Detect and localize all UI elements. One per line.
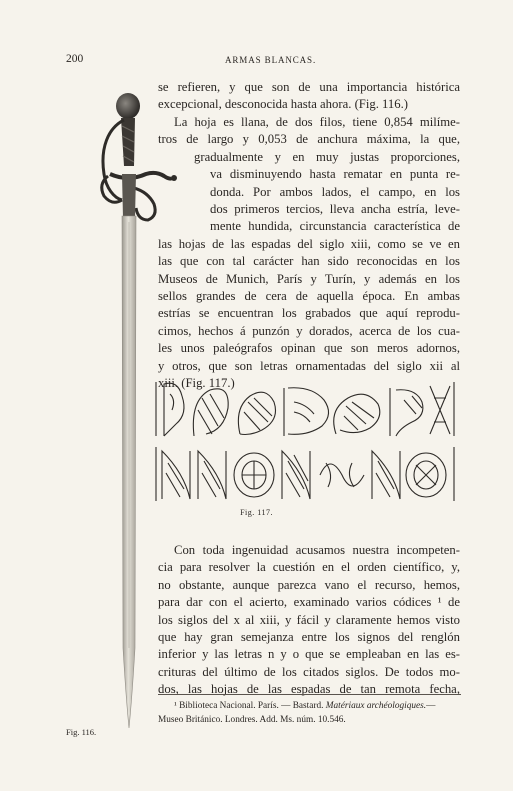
text-line: dos, las hojas de las espadas de tan remota fecha, — [158, 682, 460, 697]
text-line: excepcional, desconocida hasta ahora. (Fig. 116.) — [158, 97, 409, 112]
text-line: las que con tal carácter han sido reconocidas en los — [158, 254, 460, 269]
text-line: mente hundida, circunstancia característica de — [210, 219, 460, 234]
paragraph-2 — [158, 114, 460, 393]
footnote-dash: — — [426, 701, 436, 711]
text-line: cimos, hechos á punzón y dorados, acerca de los cua- — [158, 323, 460, 338]
text-line: donda. Por ambos lados, el campo, en los — [210, 184, 460, 199]
figure-117-caption: Fig. 117. — [240, 508, 273, 517]
text-line: xiii. (Fig. 117.) — [158, 376, 235, 391]
text-line: Museos de Munich, París y Turín, y además en los — [158, 271, 460, 286]
footnote-line-1 — [158, 700, 463, 714]
running-title: ARMAS BLANCAS. — [225, 55, 317, 65]
text-line: que hay gran semejanza entre los signos del renglón — [158, 630, 460, 645]
text-line: dos primeros tercios, lleva ancha estría, leve- — [210, 202, 460, 217]
text-line: va disminuyendo hasta rematar en punta re- — [210, 167, 460, 182]
text-line: La hoja es llana, de dos filos, tiene 0,854 milíme- — [174, 115, 460, 129]
footnote-divider — [158, 694, 461, 695]
footnote-title: Matériaux archéologiques. — [325, 701, 427, 711]
paragraph-1 — [158, 79, 460, 114]
text-line: inferior y las letras n y o que se empleaban en las es- — [158, 647, 460, 662]
page-number: 200 — [66, 53, 84, 65]
text-line: y otros, que son letras ornamentadas del siglo xii al — [158, 358, 460, 373]
text-line: los siglos del x al xiii, y fácil y claramente hemos visto — [158, 612, 460, 627]
paragraph-3 — [158, 542, 460, 699]
text-line: no obstante, aunque parezca vano el recurso, hemos, — [158, 577, 460, 592]
text-line: tros de largo y 0,053 de anchura máxima, la que, — [158, 132, 460, 147]
text-line: las hojas de las espadas del siglo xiii, como se ve en — [158, 236, 460, 251]
text-line: Con toda ingenuidad acusamos nuestra incompeten- — [174, 543, 460, 557]
text-line: se refieren, y que son de una importancia histórica — [158, 80, 460, 94]
footnote — [158, 700, 463, 727]
figure-116-caption: Fig. 116. — [66, 727, 97, 737]
text-line: para dar con el acierto, examinado varios códices ¹ de — [158, 595, 460, 610]
text-line: gradualmente y en muy justas proporciones, — [194, 149, 460, 164]
engraved-ornament-row-2 — [154, 443, 456, 505]
footnote-line-2: Museo Británico. Londres. Add. Ms. núm. 10.546. — [158, 714, 346, 725]
engraved-ornament-row-1 — [154, 378, 456, 440]
text-line: cia para resolver la cuestión en el orden científico, y, — [158, 560, 460, 575]
footnote-source: ¹ Biblioteca Nacional. París. — Bastard. — [174, 701, 324, 711]
text-line: les unos paleógrafos opinan que son meros adornos, — [158, 341, 460, 356]
text-line: sellos grandes de cera de aquella época. En ambas — [158, 289, 460, 304]
text-line: crituras del último de los citados siglos. De todos mo- — [158, 664, 460, 679]
text-line: estrías se encuentran los grabados que aquí reprodu- — [158, 306, 460, 321]
